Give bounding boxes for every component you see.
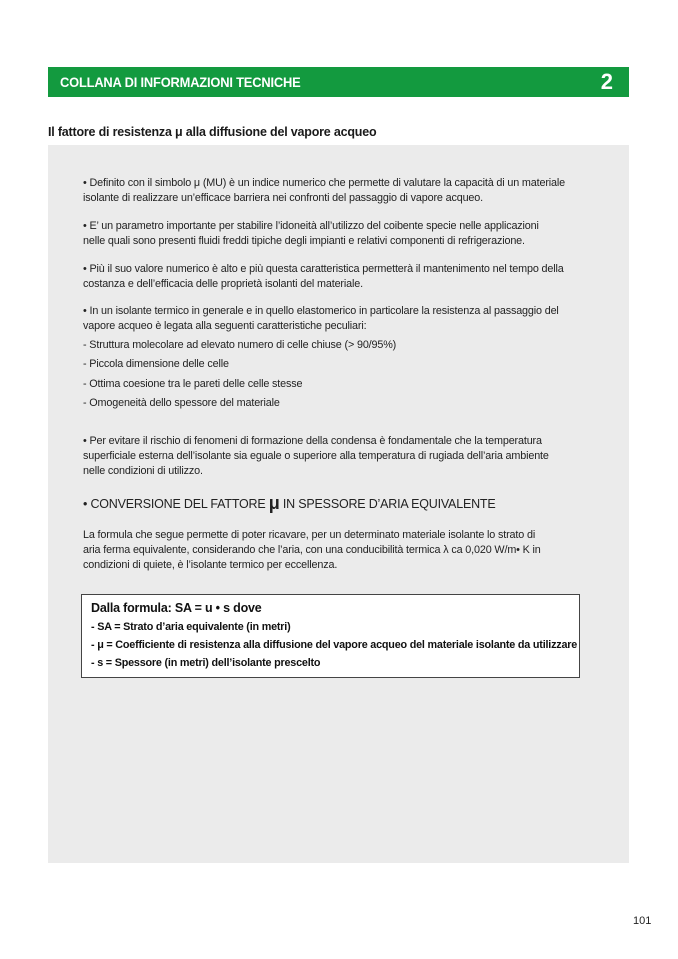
list-item: - Omogeneità dello spessore del materiale (83, 397, 280, 409)
conversion-heading (83, 493, 495, 514)
paragraph-line: aria ferma equivalente, considerando che l’aria, con una conducibilità termica λ ca 0,020 W/m• K in (83, 544, 541, 556)
list-item: - Piccola dimensione delle celle (83, 358, 229, 370)
formula-definition: - μ = Coefficiente di resistenza alla diffusione del vapore acqueo del materiale isolante da utilizzare (91, 639, 578, 651)
formula-definition: - s = Spessore (in metri) dell’isolante prescelto (91, 657, 321, 669)
paragraph-line: isolante di realizzare un’efficace barriera nei confronti del passaggio di vapore acqueo. (83, 192, 483, 204)
mu-symbol: μ (268, 493, 280, 513)
conversion-heading-suffix: IN SPESSORE D’ARIA EQUIVALENTE (279, 497, 496, 511)
paragraph-line: • E’ un parametro importante per stabilire l’idoneità all’utilizzo del coibente specie nelle applicazioni (83, 220, 539, 232)
formula-box (81, 594, 580, 678)
paragraph-line: • Per evitare il rischio di fenomeni di formazione della condensa è fondamentale che la temperatura (83, 435, 542, 447)
conversion-heading-prefix: • CONVERSIONE DEL FATTORE (83, 497, 269, 511)
list-item: - Ottima coesione tra le pareti delle celle stesse (83, 378, 303, 390)
paragraph-line: • Definito con il simbolo μ (MU) è un indice numerico che permette di valutare la capacità di un materiale (83, 177, 565, 189)
formula-definition: - SA = Strato d’aria equivalente (in metri) (91, 621, 291, 633)
paragraph-line: nelle quali sono presenti fluidi freddi tipiche degli impianti e relativi componenti di refrigerazione. (83, 235, 525, 247)
chapter-number: 2 (600, 69, 613, 94)
paragraph-line: • In un isolante termico in generale e in quello elastomerico in particolare la resistenza al passaggio del (83, 305, 559, 317)
section-title: Il fattore di resistenza μ alla diffusione del vapore acqueo (48, 125, 377, 139)
header-title: COLLANA DI INFORMAZIONI TECNICHE (60, 74, 301, 90)
paragraph-line: nelle condizioni di utilizzo. (83, 465, 203, 477)
list-item: - Struttura molecolare ad elevato numero di celle chiuse (> 90/95%) (83, 339, 397, 351)
paragraph-line: vapore acqueo è legata alla seguenti caratteristiche peculiari: (83, 320, 367, 332)
header-bar (48, 67, 629, 97)
paragraph-line: condizioni di quiete, è l’isolante termico per eccellenza. (83, 559, 338, 571)
paragraph-line: • Più il suo valore numerico è alto e più questa caratteristica permetterà il mantenimento nel tempo della (83, 263, 564, 275)
paragraph-line: costanza e dell’efficacia delle proprietà isolanti del materiale. (83, 278, 363, 290)
page-number: 101 (633, 915, 652, 927)
formula-title: Dalla formula: SA = u • s dove (91, 601, 262, 615)
paragraph-line: La formula che segue permette di poter ricavare, per un determinato materiale isolante lo strato di (83, 529, 536, 541)
paragraph-line: superficiale esterna dell’isolante sia eguale o superiore alla temperatura di rugiada dell’aria ambiente (83, 450, 549, 462)
